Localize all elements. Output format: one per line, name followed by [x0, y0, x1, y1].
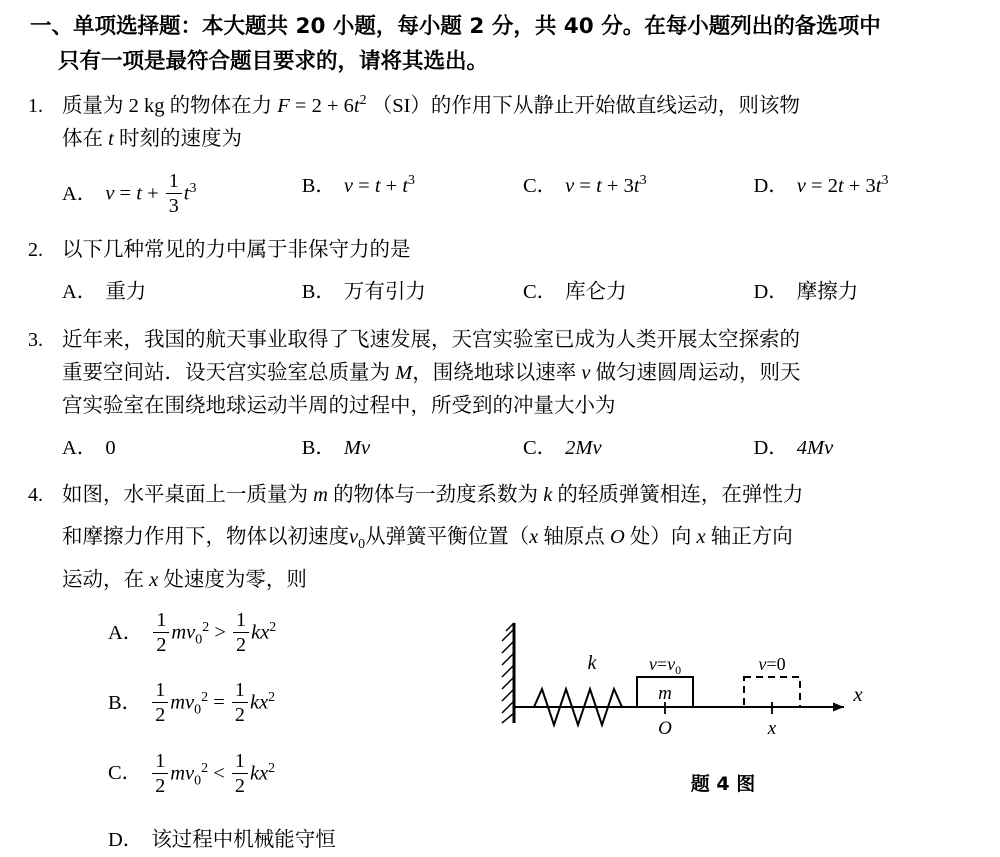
sym-m: m	[170, 691, 186, 714]
option-label: A．	[108, 621, 144, 644]
option-label: A．	[62, 281, 98, 304]
sym-x: x	[260, 621, 270, 644]
option-label: B．	[301, 175, 336, 198]
option-text: 该过程中机械能守恒	[151, 828, 336, 851]
option-label: B．	[301, 281, 336, 304]
label-m: m	[658, 683, 672, 705]
q3-l2-c: 做匀速圆周运动，则天	[590, 361, 801, 384]
label-v0: $v=v_0$	[648, 654, 682, 678]
frac-num: 1	[156, 609, 167, 632]
question-3-options	[62, 432, 984, 465]
sym-k: k	[249, 691, 260, 714]
q1-stem-c: = 2 + 6	[289, 94, 354, 117]
question-3-stem-line2	[62, 357, 984, 390]
relation-sign: <	[213, 762, 225, 785]
sym-m: m	[171, 621, 187, 644]
q1-stem-f: （SI）的作用下从静止开始做直线运动，则该物	[366, 94, 800, 117]
question-4-stem-line3	[62, 564, 984, 597]
sym-x: x	[259, 691, 269, 714]
label-k: k	[587, 652, 597, 675]
section-heading-line1: 一、单项选择题：本大题共 20 小题，每小题 2 分，共 40 分。在每小题列出的备选项中	[30, 14, 881, 39]
option-text: 库仑力	[565, 281, 627, 304]
sym-v-sup: 2	[201, 690, 209, 706]
question-2-options	[62, 276, 984, 309]
section-heading	[0, 10, 1000, 80]
q4-l1-b: 的物体与一劲度系数为	[327, 484, 544, 507]
question-1-option-B[interactable]: B． $v = t + t^3$	[301, 173, 416, 198]
question-4-option-A[interactable]	[108, 609, 492, 657]
question-4-stem-line1	[62, 479, 984, 512]
frac-num: 1	[234, 749, 245, 772]
option-label: D．	[108, 828, 144, 851]
sym-v: v	[186, 621, 196, 644]
option-label: B．	[301, 437, 336, 460]
option-label: D．	[753, 437, 789, 460]
label-O: O	[658, 718, 672, 740]
q3-l2-v: v	[581, 361, 591, 384]
sym-v-sup: 2	[201, 760, 209, 776]
question-1-options	[62, 170, 984, 218]
question-1-stem-line2	[62, 123, 984, 156]
question-4	[0, 479, 1000, 856]
question-1-stem	[62, 90, 984, 123]
frac-den: 2	[232, 702, 248, 727]
wall-hatching	[502, 623, 514, 723]
question-4-stem-line2	[62, 521, 984, 554]
q4-l3-b: 处速度为零，则	[158, 568, 307, 591]
question-1-body	[62, 90, 984, 219]
sym-x: x	[259, 762, 269, 785]
question-2-option-D[interactable]	[753, 276, 984, 309]
q4-l2-x: x	[529, 525, 539, 548]
q4-l2-v: v	[349, 525, 359, 548]
question-3	[0, 324, 1000, 466]
sym-v-sup: 2	[202, 619, 210, 635]
option-label: A．	[62, 437, 98, 460]
option-label: C．	[522, 437, 558, 460]
option-label: D．	[753, 175, 789, 198]
q4-l2-d: 处）向	[624, 525, 697, 548]
q1-stem-t: t	[353, 94, 360, 117]
question-3-number: 3.	[28, 328, 43, 351]
sym-x-sup: 2	[269, 619, 277, 635]
frac-num: 1	[155, 679, 166, 702]
question-2-option-A[interactable]	[62, 276, 302, 309]
question-4-number: 4.	[28, 484, 43, 507]
relation-sign: =	[213, 691, 225, 714]
q1-stem-F: F	[277, 94, 290, 117]
question-4-options	[62, 609, 492, 857]
option-label: D．	[753, 281, 789, 304]
frac-den: 2	[152, 773, 168, 798]
q1-stem-g: 体在	[62, 127, 109, 150]
question-4-content	[62, 609, 984, 857]
q4-l2-O: O	[609, 525, 625, 548]
question-2	[0, 234, 1000, 309]
option-label: A．	[62, 182, 98, 205]
frac-num: 1	[234, 679, 245, 702]
q3-l2-b: ，围绕地球以速率	[412, 361, 582, 384]
question-1	[0, 90, 1000, 219]
question-3-stem-line1: 近年来，我国的航天事业取得了飞速发展，天宫实验室已成为人类开展太空探索的	[62, 328, 800, 351]
question-4-option-B[interactable]	[108, 679, 492, 727]
q4-l1-m: m	[313, 484, 328, 507]
q3-l2-M: M	[395, 361, 413, 384]
section-heading-line2: 只有一项是最符合题目要求的，请将其选出。	[58, 48, 489, 74]
sym-v-sub: 0	[194, 773, 202, 789]
frac-den: 2	[232, 773, 248, 798]
relation-sign: >	[214, 621, 226, 644]
question-3-option-A[interactable]	[62, 432, 302, 465]
q4-l3-x: x	[149, 568, 159, 591]
option-text: 摩擦力	[796, 281, 859, 304]
option-text: 0	[105, 437, 116, 460]
frac-num: 1	[155, 749, 166, 772]
option-label: B．	[108, 691, 143, 714]
question-3-option-C[interactable]	[523, 432, 754, 465]
q4-l2-sub: 0	[358, 536, 366, 552]
label-v-zero: v=0	[758, 654, 786, 675]
q4-l2-x2: x	[696, 525, 706, 548]
option-text: Mv	[343, 437, 371, 460]
question-2-body	[62, 234, 984, 309]
sym-k: k	[251, 621, 261, 644]
question-2-option-B[interactable]	[302, 276, 523, 309]
q4-l2-e: 轴正方向	[705, 525, 793, 548]
q4-l3-a: 运动，在	[62, 568, 150, 591]
option-text: 4Mv	[796, 437, 834, 460]
question-4-body	[62, 479, 984, 856]
q1-stem-t2: t	[108, 127, 114, 150]
sym-x-sup: 2	[268, 690, 276, 706]
q4-l2-c: 轴原点	[538, 525, 610, 548]
q1-stem-a: 质量为 2 kg 的物体在力	[62, 94, 278, 117]
q4-l1-k: k	[543, 484, 553, 507]
question-2-number: 2.	[28, 239, 43, 262]
option-text: 万有引力	[343, 281, 426, 304]
q4-l2-b: 从弹簧平衡位置（	[365, 525, 530, 548]
q1-stem-exp: 2	[359, 92, 367, 108]
q1-stem-i: 时刻的速度为	[113, 127, 242, 150]
spring-mass-diagram	[492, 615, 882, 765]
x-axis-arrow	[833, 703, 844, 712]
sym-v: v	[185, 691, 195, 714]
sym-x-sup: 2	[268, 760, 276, 776]
question-3-option-B[interactable]	[302, 432, 523, 465]
label-x-axis: x	[853, 682, 863, 707]
frac-den: 2	[233, 632, 249, 657]
frac-den: 2	[152, 702, 168, 727]
frac-num: 1	[236, 609, 247, 632]
sym-v-sub: 0	[195, 632, 203, 648]
q4-l1-a: 如图，水平桌面上一质量为	[62, 484, 314, 507]
label-x-point: x	[767, 718, 777, 740]
option-label: C．	[108, 762, 143, 785]
sym-k: k	[249, 762, 260, 785]
question-1-option-A[interactable]: A． v = t + $\frac{1}{3}$ $t^3$	[62, 170, 197, 218]
sym-v-sub: 0	[194, 703, 202, 719]
question-4-option-D[interactable]	[108, 824, 492, 857]
option-text: 重力	[105, 281, 147, 304]
question-3-stem-line3: 宫实验室在围绕地球运动半周的过程中，所受到的冲量大小为	[62, 395, 616, 418]
question-4-option-C[interactable]	[108, 750, 492, 798]
frac-den: 2	[153, 632, 169, 657]
question-1-option-D[interactable]: D． $v = 2t + 3t^3$	[753, 173, 889, 198]
question-2-stem: 以下几种常见的力中属于非保守力的是	[62, 239, 411, 262]
q3-l2-a: 重要空间站．设天宫实验室总质量为	[62, 361, 396, 384]
question-3-body	[62, 324, 984, 466]
question-1-number: 1.	[28, 94, 43, 117]
option-label: C．	[522, 281, 558, 304]
q4-l1-c: 的轻质弹簧相连，在弹性力	[552, 484, 804, 507]
question-1-option-C[interactable]: C． $v = t + 3t^3$	[522, 173, 647, 198]
option-label: C．	[522, 175, 558, 198]
option-text: 2Mv	[565, 437, 602, 460]
question-2-option-C[interactable]	[523, 276, 754, 309]
question-4-figure	[492, 609, 984, 800]
exam-page	[0, 10, 1000, 851]
sym-v: v	[185, 762, 195, 785]
question-3-option-D[interactable]	[753, 432, 984, 465]
q4-l2-a: 和摩擦力作用下，物体以初速度	[62, 525, 349, 548]
figure-caption: 题 4 图	[690, 773, 756, 796]
sym-m: m	[170, 762, 186, 785]
